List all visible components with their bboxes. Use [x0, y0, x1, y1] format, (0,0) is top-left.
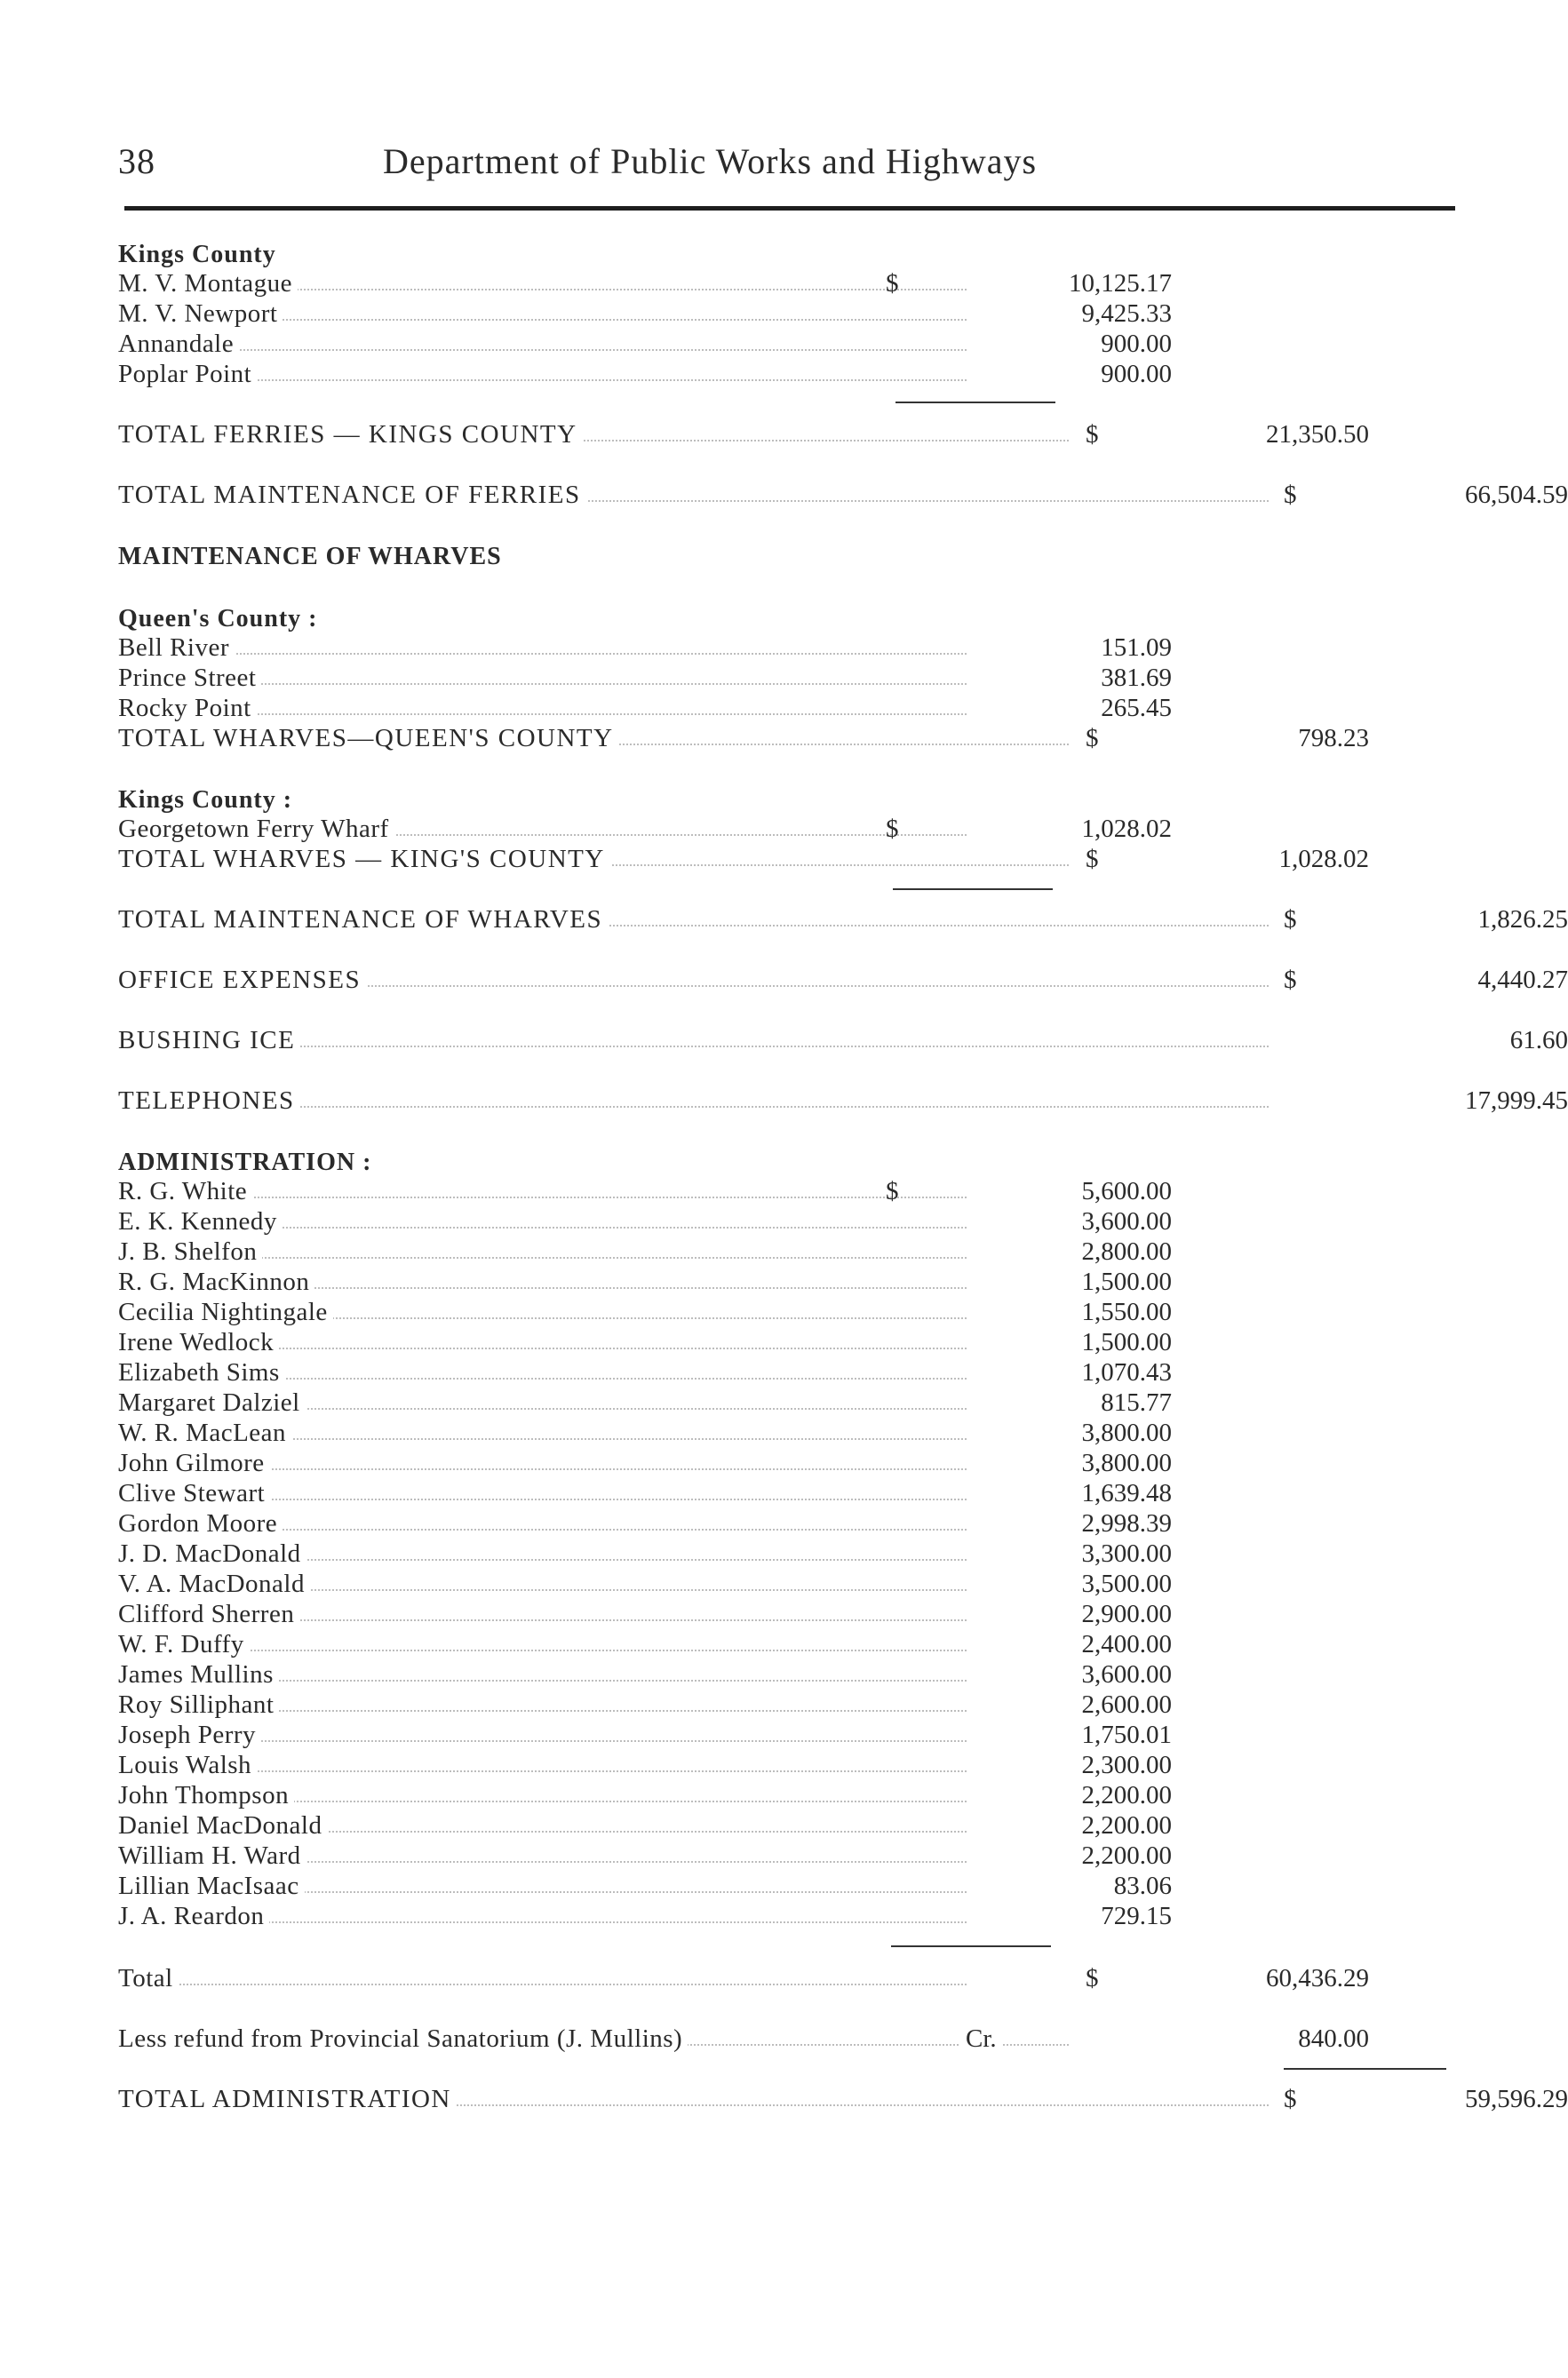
payment-amount: 3,800.00	[1081, 1449, 1172, 1477]
ledger-row	[118, 1810, 1460, 1841]
payment-amount: 1,500.00	[1081, 1268, 1172, 1296]
payment-amount: 2,300.00	[1081, 1751, 1172, 1779]
payment-amount: 3,600.00	[1081, 1660, 1172, 1689]
payee-name: Joseph Perry	[118, 1720, 261, 1750]
payment-amount: 3,600.00	[1081, 1207, 1172, 1236]
payee-name: Margaret Dalziel	[118, 1388, 306, 1418]
sum-rule	[891, 1945, 1051, 1947]
total-row: TOTAL WHARVES—QUEEN'S COUNTY $ 798.23	[118, 724, 1369, 752]
payment-amount: 2,998.39	[1081, 1509, 1172, 1538]
subsection-heading: Queen's County :	[118, 604, 1460, 634]
page-number: 38	[118, 141, 155, 181]
ledger-row: M. V. Newport 9,425.33	[118, 299, 1172, 328]
payee-name: J. A. Reardon	[118, 1901, 269, 1931]
ledger-row	[118, 1237, 1460, 1267]
ledger-row	[118, 1690, 1460, 1720]
dot-leader	[136, 713, 967, 715]
payment-amount: 1,639.48	[1081, 1479, 1172, 1507]
ledger-row	[118, 1418, 1460, 1448]
payee-name: Clive Stewart	[118, 1478, 270, 1508]
dot-leader	[136, 1106, 1269, 1108]
payee-name: Roy Silliphant	[118, 1690, 279, 1720]
ledger-row: M. V. Montague $ 10,125.17	[118, 269, 1172, 298]
ledger-row	[118, 1629, 1460, 1659]
payment-amount: 3,500.00	[1081, 1570, 1172, 1598]
payment-amount: 1,500.00	[1081, 1328, 1172, 1356]
payee-name: R. G. White	[118, 1176, 252, 1206]
payment-amount: 2,200.00	[1081, 1781, 1172, 1809]
ledger-row	[118, 1508, 1460, 1539]
payee-name: Clifford Sherren	[118, 1599, 299, 1629]
ledger-row	[118, 1267, 1460, 1297]
ledger-row	[118, 1478, 1460, 1508]
payment-amount: 1,750.01	[1081, 1721, 1172, 1749]
running-title: Department of Public Works and Highways	[383, 141, 1038, 181]
payment-amount: 729.15	[1101, 1902, 1172, 1930]
dot-leader	[136, 349, 967, 351]
payment-amount: 2,200.00	[1081, 1811, 1172, 1840]
payee-name: William H. Ward	[118, 1841, 306, 1871]
ledger-row: Prince Street 381.69	[118, 664, 1172, 692]
header-rule	[124, 206, 1455, 211]
payee-name: R. G. MacKinnon	[118, 1267, 314, 1297]
ledger-row: Georgetown Ferry Wharf $ 1,028.02	[118, 815, 1172, 843]
ledger-row	[118, 1750, 1460, 1780]
payee-name: E. K. Kennedy	[118, 1206, 283, 1237]
sum-rule	[1284, 2068, 1446, 2070]
dot-leader	[136, 1046, 1269, 1047]
ledger-row	[118, 1357, 1460, 1388]
grand-total-row: TOTAL MAINTENANCE OF FERRIES $ 66,504.59	[118, 481, 1568, 509]
page-header	[118, 140, 1460, 194]
payee-name: J. D. MacDonald	[118, 1539, 306, 1569]
ledger-row	[118, 1388, 1460, 1418]
total-row: TOTAL WHARVES — KING'S COUNTY $ 1,028.02	[118, 845, 1369, 873]
payee-name: Cecilia Nightingale	[118, 1297, 333, 1327]
payee-name: Daniel MacDonald	[118, 1810, 327, 1841]
ledger-row	[118, 1448, 1460, 1478]
payee-name: Elizabeth Sims	[118, 1357, 285, 1388]
payment-amount: 3,800.00	[1081, 1419, 1172, 1447]
payee-name: Louis Walsh	[118, 1750, 257, 1780]
ledger-row	[118, 1659, 1460, 1690]
grand-total-row: TELEPHONES 17,999.45	[118, 1086, 1568, 1115]
payment-amount: 2,800.00	[1081, 1237, 1172, 1266]
payee-name: Gordon Moore	[118, 1508, 283, 1539]
total-row: TOTAL FERRIES — KINGS COUNTY $ 21,350.50	[118, 420, 1369, 449]
grand-total-row: TOTAL MAINTENANCE OF WHARVES $ 1,826.25	[118, 905, 1568, 934]
section-heading: Kings County	[118, 240, 1460, 270]
ledger-row: Bell River 151.09	[118, 633, 1172, 662]
payment-amount: 815.77	[1101, 1388, 1172, 1417]
ledger-row	[118, 1841, 1460, 1871]
ledger-row	[118, 1327, 1460, 1357]
dollar-sign: $	[886, 1177, 899, 1205]
ledger-row	[118, 1176, 1460, 1206]
payment-amount: 2,900.00	[1081, 1600, 1172, 1628]
payee-name: J. B. Shelfon	[118, 1237, 262, 1267]
ledger-row	[118, 1569, 1460, 1599]
sum-rule	[893, 888, 1053, 890]
ledger-row	[118, 1539, 1460, 1569]
payment-amount: 2,200.00	[1081, 1841, 1172, 1870]
grand-total-row: TOTAL ADMINISTRATION $ 59,596.29	[118, 2085, 1568, 2113]
payment-amount: 83.06	[1113, 1872, 1172, 1900]
ledger-row	[118, 1901, 1460, 1931]
ledger-row	[118, 1297, 1460, 1327]
payee-name: W. F. Duffy	[118, 1629, 250, 1659]
ledger-row: Poplar Point 900.00	[118, 360, 1172, 388]
section-heading: ADMINISTRATION :	[118, 1148, 1460, 1178]
ledger-row	[118, 1780, 1460, 1810]
ledger-row	[118, 1720, 1460, 1750]
grand-total-row: OFFICE EXPENSES $ 4,440.27	[118, 966, 1568, 994]
payee-name: John Gilmore	[118, 1448, 270, 1478]
payee-name: John Thompson	[118, 1780, 294, 1810]
ledger-row: Annandale 900.00	[118, 330, 1172, 358]
sum-rule	[895, 402, 1055, 403]
dot-leader	[136, 1650, 967, 1651]
ledger-row	[118, 1871, 1460, 1901]
ledger-row	[118, 1599, 1460, 1629]
dot-leader	[136, 1197, 967, 1198]
dot-leader	[136, 653, 967, 655]
section-heading: MAINTENANCE OF WHARVES	[118, 542, 1460, 572]
payee-name: Lillian MacIsaac	[118, 1871, 305, 1901]
dot-leader	[136, 1984, 967, 1985]
payment-amount: 1,070.43	[1081, 1358, 1172, 1387]
payee-name: Irene Wedlock	[118, 1327, 279, 1357]
grand-total-row: BUSHING ICE 61.60	[118, 1026, 1568, 1054]
payee-name: V. A. MacDonald	[118, 1569, 310, 1599]
ledger-row	[118, 1206, 1460, 1237]
refund-row: Less refund from Provincial Sanatorium (J. Mullins) Cr. 840.00	[118, 2024, 1369, 2053]
payment-amount: 5,600.00	[1081, 1177, 1172, 1205]
payment-amount: 1,550.00	[1081, 1298, 1172, 1326]
payment-amount: 2,600.00	[1081, 1690, 1172, 1719]
payee-name: James Mullins	[118, 1659, 279, 1690]
ledger-row: Rocky Point 265.45	[118, 694, 1172, 722]
dot-leader	[136, 379, 967, 381]
payee-name: W. R. MacLean	[118, 1418, 291, 1448]
subsection-heading: Kings County :	[118, 785, 1460, 815]
payment-amount: 3,300.00	[1081, 1539, 1172, 1568]
payment-amount: 2,400.00	[1081, 1630, 1172, 1658]
subtotal-row: Total $ 60,436.29	[118, 1964, 1369, 1992]
dot-leader	[136, 1770, 967, 1772]
